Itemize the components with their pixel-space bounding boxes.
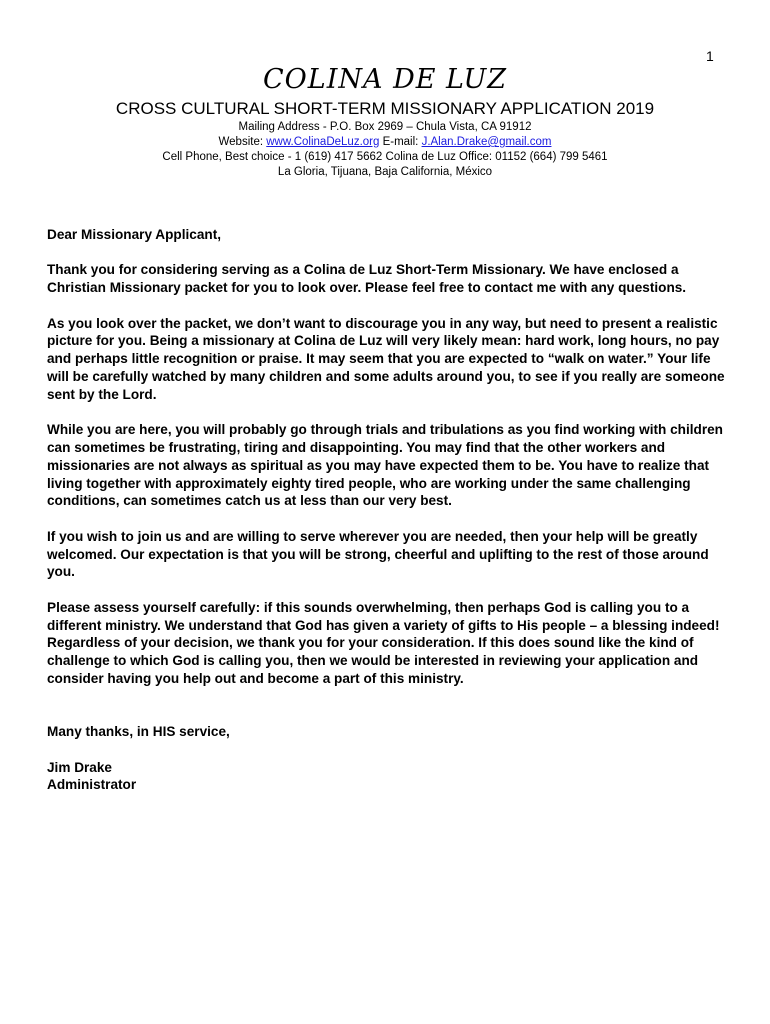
letterhead <box>0 62 770 180</box>
mailing-address: Mailing Address - P.O. Box 2969 – Chula Vista, CA 91912 <box>238 121 532 133</box>
letter-paragraph: As you look over the packet, we don’t want to discourage you in any way, but need to present a realistic picture for you. Being a missionary at Colina de Luz will very likely mean: hard work, long hours, no pay and perhaps little recognition or praise. It may seem that you are expected to “walk on water.” Your life will be carefully watched by many children and some adults around you, to see if you really are someone sent by the Lord. <box>47 315 725 402</box>
letter-paragraph: If you wish to join us and are willing to serve wherever you are needed, then your help will be greatly welcomed. Our expectation is that you will be strong, cheerful and uplifting to the rest of those around you. <box>47 528 709 580</box>
letter-body <box>47 226 727 794</box>
signer-title: Administrator <box>47 777 137 793</box>
location-line: La Gloria, Tijuana, Baja California, México <box>277 166 493 178</box>
organization-name: COLINA DE LUZ <box>262 64 507 95</box>
website-label: Website: <box>218 136 267 148</box>
email-link[interactable]: J.Alan.Drake@gmail.com <box>421 136 552 148</box>
page-number: 1 <box>706 48 714 64</box>
web-email-line <box>0 135 770 150</box>
closing: Many thanks, in HIS service, <box>47 724 230 740</box>
letter-paragraph: Thank you for considering serving as a Colina de Luz Short-Term Missionary. We have enclosed a Christian Missionary packet for you to look over. Please feel free to contact me with any questions. <box>47 262 687 296</box>
letter-paragraph: Please assess yourself carefully: if this sounds overwhelming, then perhaps God is calling you to a different ministry. We understand that God has given a variety of gifts to His people – a blessing indeed! Regardless of your decision, we thank you for your consideration. If this does sound like the kind of challenge to which God is calling you, then we would be interested in reviewing your application and consider having you help out and become a part of this ministry. <box>47 599 720 686</box>
phone-line: Cell Phone, Best choice - 1 (619) 417 5662 Colina de Luz Office: 01152 (664) 799 5461 <box>162 151 608 163</box>
email-label: E-mail: <box>379 136 422 148</box>
website-link[interactable]: www.ColinaDeLuz.org <box>266 136 380 148</box>
application-title: CROSS CULTURAL SHORT-TERM MISSIONARY APPLICATION 2019 <box>115 99 655 118</box>
letter-paragraph: While you are here, you will probably go through trials and tribulations as you find working with children can sometimes be frustrating, tiring and disappointing. You may find that the other workers and missionaries are not always as spiritual as you may have expected them to be. You have to realize that living together with approximately eighty tired people, who are working under the same challenging conditions, can sometimes catch us at less than our very best. <box>47 422 723 509</box>
signer-name: Jim Drake <box>47 759 112 775</box>
signature-block <box>47 759 727 795</box>
salutation: Dear Missionary Applicant, <box>47 227 221 242</box>
